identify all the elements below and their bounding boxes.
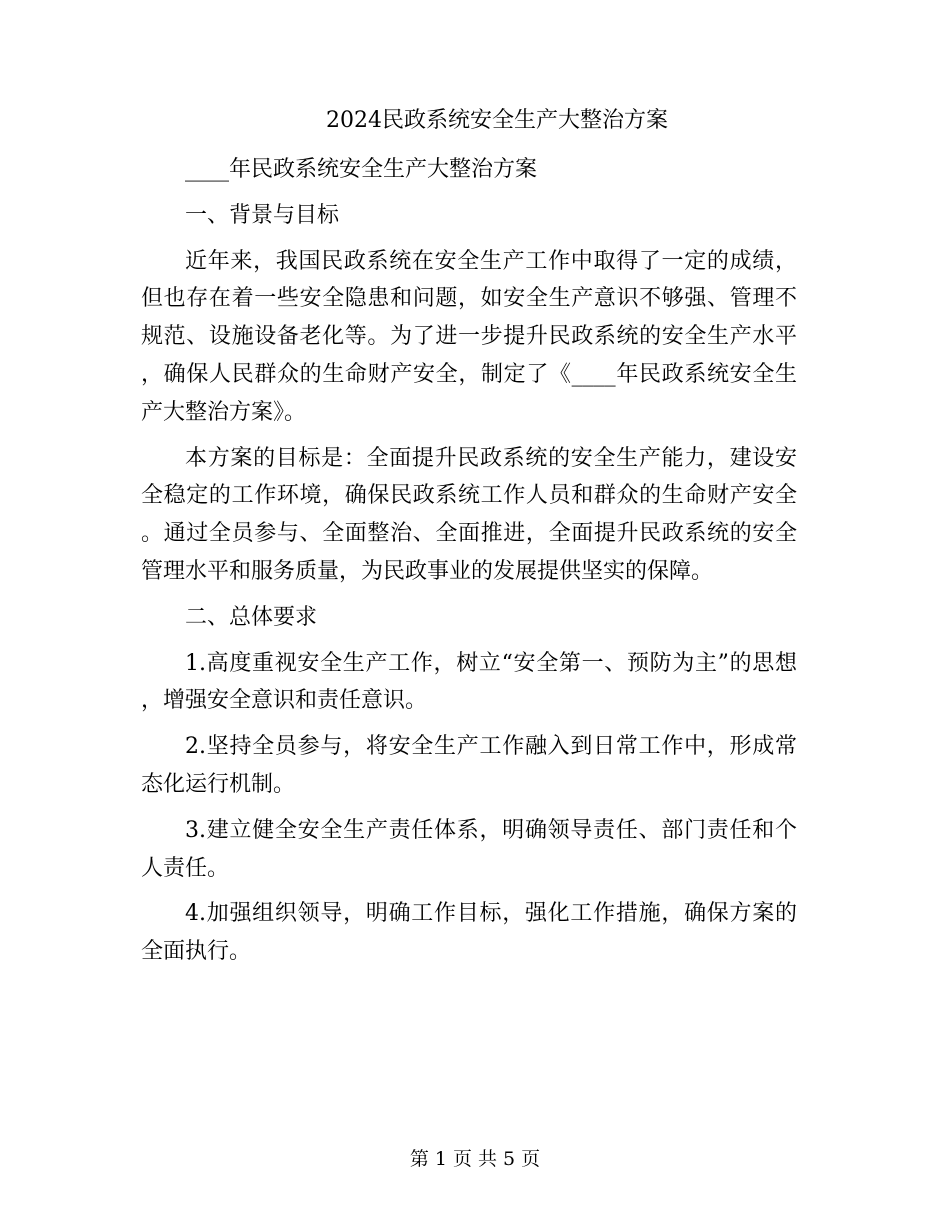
requirement-item-4: 4.加强组织领导，明确工作目标，强化工作措施，确保方案的全面执行。 [141, 901, 797, 965]
page-number-footer: 第 1 页 共 5 页 [409, 1148, 541, 1170]
section-heading-requirements: 二、总体要求 [185, 604, 318, 630]
requirement-item-3: 3.建立健全安全生产责任体系，明确领导责任、部门责任和个人责任。 [141, 817, 797, 881]
requirement-item-2: 2.坚持全员参与，将安全生产工作融入到日常工作中，形成常态化运行机制。 [141, 734, 797, 797]
section-heading-background: 一、背景与目标 [185, 202, 340, 228]
requirement-item-1: 1.高度重视安全生产工作，树立“安全第一、预防为主”的思想，增强安全意识和责任意识。 [141, 650, 797, 714]
background-paragraph: 近年来，我国民政系统在安全生产工作中取得了一定的成绩，但也存在着一些安全隐患和问题，如安全生产意识不够强、管理不规范、设施设备老化等。为了进一步提升民政系统的安全生产水平，确保人民群众的生命财产安全，制定了《____年民政系统安全生产大整治方案》。 [141, 248, 797, 425]
goal-paragraph: 本方案的目标是：全面提升民政系统的安全生产能力，建设安全稳定的工作环境，确保民政系统工作人员和群众的生命财产安全。通过全员参与、全面整治、全面推进，全面提升民政系统的安全管理水平和服务质量，为民政事业的发展提供坚实的保障。 [141, 445, 797, 584]
document-title: 2024民政系统安全生产大整治方案 [326, 108, 668, 133]
document-body [141, 151, 797, 971]
subtitle-paragraph: ____年民政系统安全生产大整治方案 [185, 157, 538, 182]
